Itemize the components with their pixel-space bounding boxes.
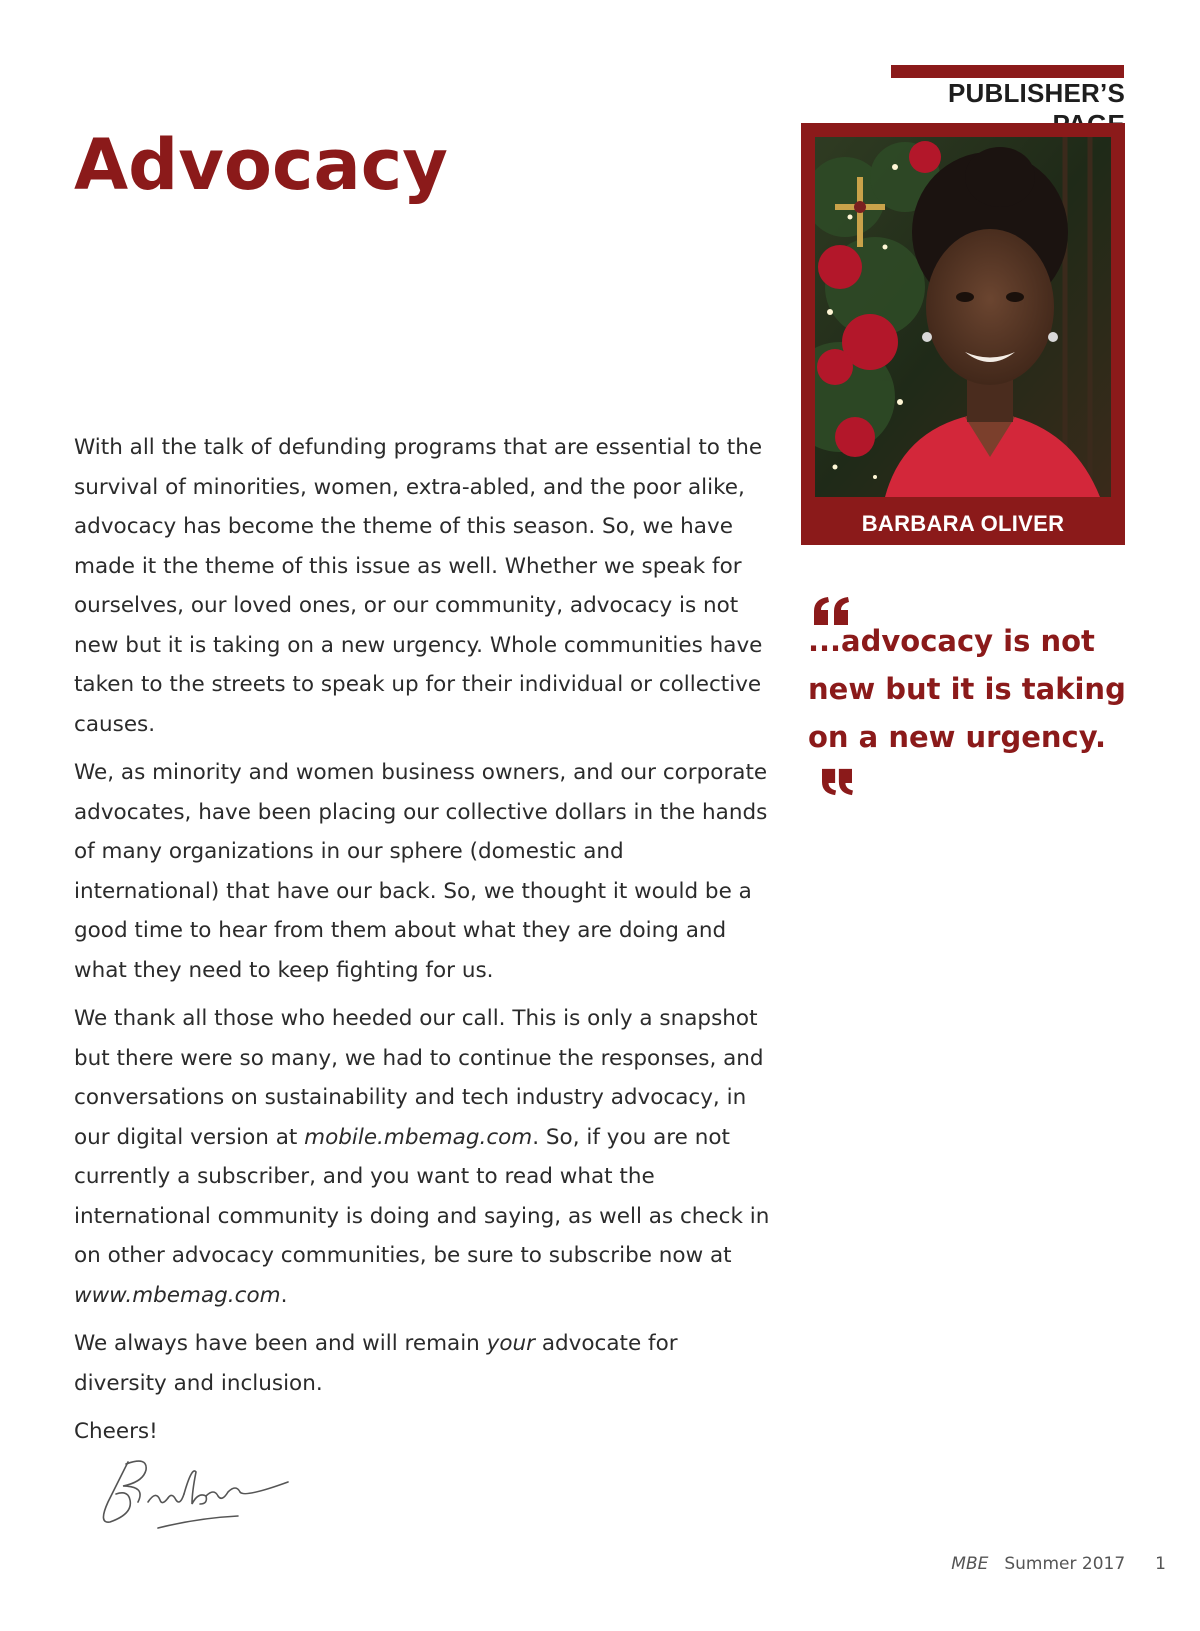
publisher-photo bbox=[815, 137, 1111, 497]
body-paragraph: We, as minority and women business owners, and our corporate advocates, have been placing our collective dollars in the hands of many organizations in our sphere (domestic and international) that have our back. So, we thought it would be a good time to hear from them about what they are doing and what they need to keep fighting for us. bbox=[74, 760, 768, 983]
pull-quote-text: ...advocacy is not new but it is taking on a new urgency. bbox=[808, 624, 1126, 754]
pull-quote bbox=[808, 617, 1148, 809]
link-mobile-site[interactable]: mobile.mbemag.com bbox=[304, 1124, 533, 1150]
handwritten-signature bbox=[88, 1452, 308, 1537]
page-number: 1 bbox=[1155, 1554, 1166, 1574]
footer-issue: Summer 2017 bbox=[1004, 1554, 1126, 1574]
section-label: PUBLISHER’S bbox=[947, 78, 1125, 108]
publisher-photo-frame bbox=[801, 123, 1125, 545]
page-footer bbox=[951, 1554, 1166, 1574]
body-paragraph: With all the talk of defunding programs that are essential to the survival of minorities, women, extra-abled, and the poor alike, advocacy has become the theme of this season. So, we have made it the theme of this issue as well. Whether we speak for ourselves, our loved ones, or our community, advocacy is not new but it is taking on a new urgency. Whole communities have taken to the streets to speak up for their individual or collective causes. bbox=[74, 435, 763, 737]
close-quote-icon bbox=[818, 767, 856, 797]
footer-magazine: MBE bbox=[951, 1554, 989, 1574]
photo-caption: BARBARA OLIVER bbox=[861, 511, 1065, 536]
section-rule bbox=[891, 65, 1124, 78]
body-paragraph: We thank all those who heeded our call. This is only a snapshot but there were so many, we had to continue the responses, and conversations on sustainability and tech industry advocacy, in our digital version at mobile.mbemag.com. So, if you are not currently a subscriber, and you want to read what the international community is doing and saying, as well as check in on other advocacy communities, be sure to subscribe now at www.mbemag.com. bbox=[74, 1006, 770, 1308]
link-subscribe-site[interactable]: www.mbemag.com bbox=[74, 1282, 281, 1308]
sign-off: Cheers! bbox=[74, 1419, 158, 1444]
article-body bbox=[74, 428, 774, 1461]
page-title: Advocacy bbox=[74, 124, 448, 206]
body-paragraph: We always have been and will remain your advocate for diversity and inclusion. bbox=[74, 1331, 678, 1396]
